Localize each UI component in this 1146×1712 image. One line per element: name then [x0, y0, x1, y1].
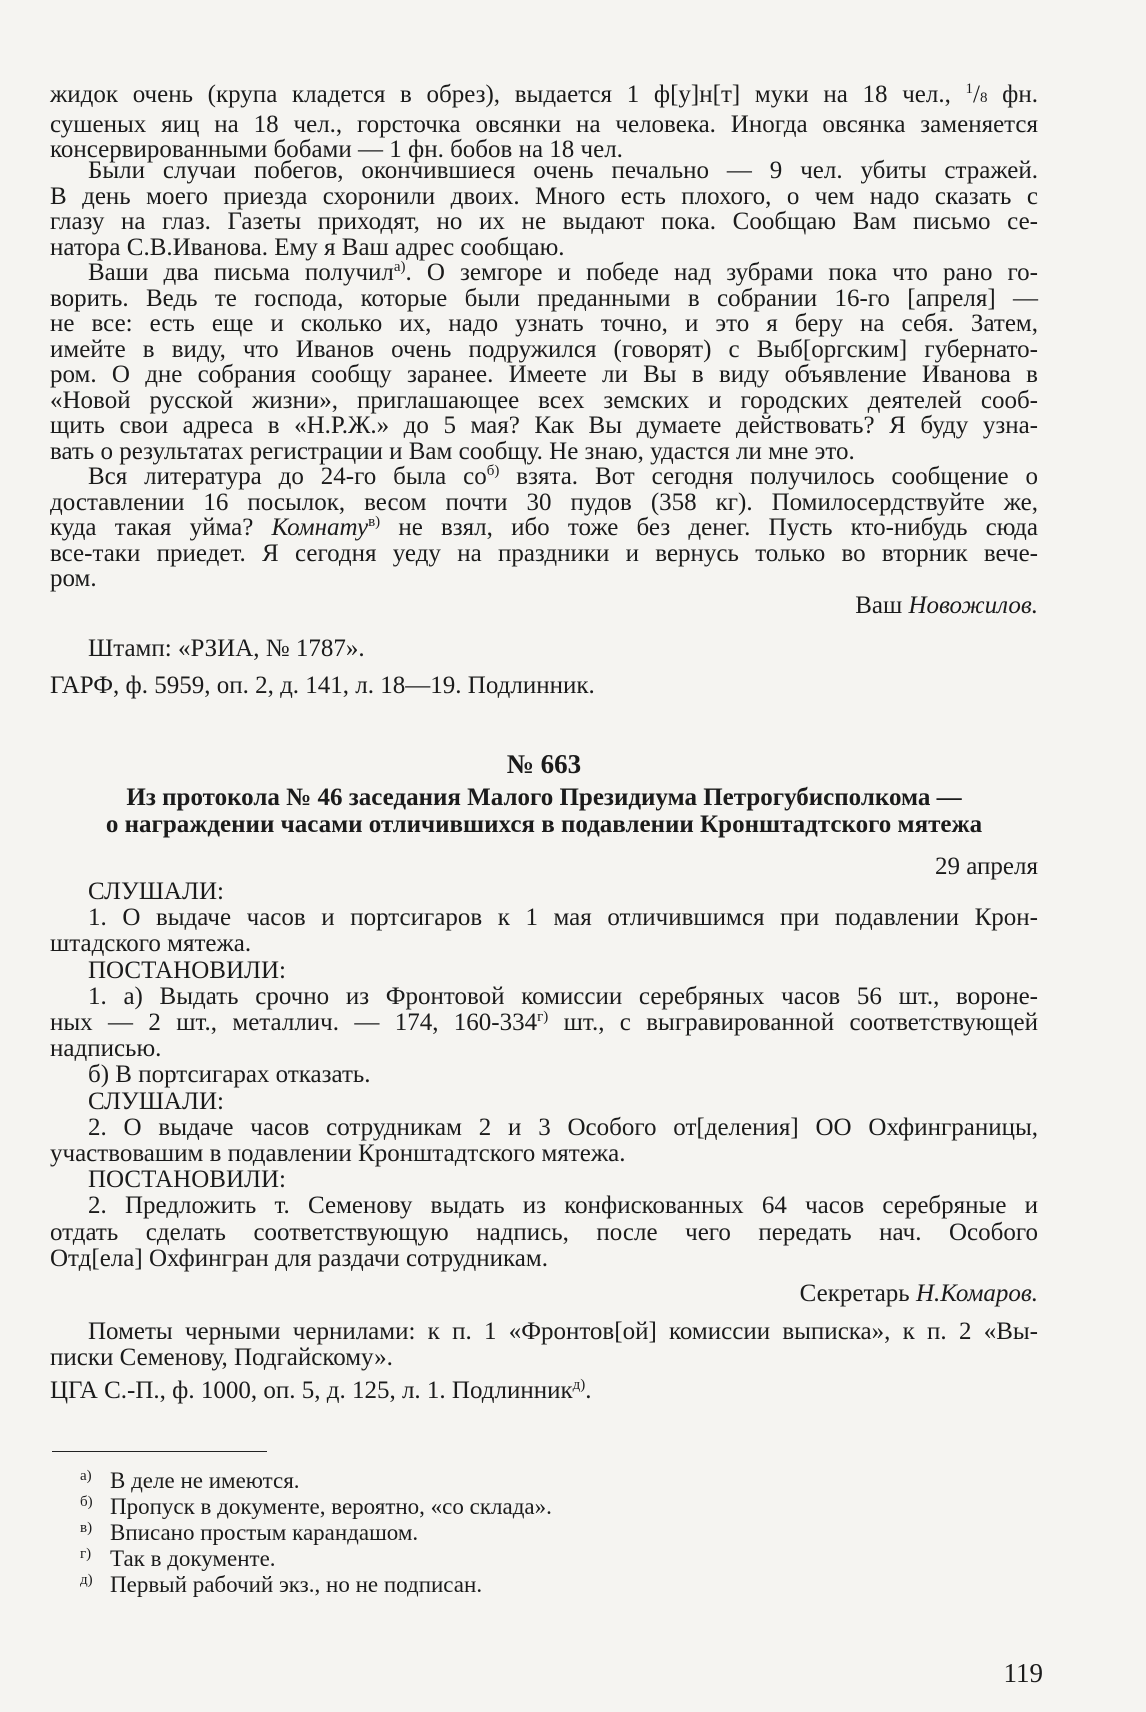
- footnote-reference: б): [486, 463, 500, 479]
- text-segment: ных — 2 шт., металлич. — 174, 160-334: [50, 1009, 538, 1037]
- protocol-heard: [50, 879, 1038, 905]
- document-date: 29 апреля: [935, 853, 1038, 880]
- text-line: глазу на глаз. Газеты приходят, но их не выдают пока. Сообщаю Вам письмо се-: [50, 208, 1038, 235]
- text-segment: /: [973, 81, 980, 108]
- protocol-item: [50, 984, 1038, 1063]
- footnotes: [80, 1468, 552, 1598]
- text-line: вать о результатах регистрации и Вам сообщу. Не знаю, удастся ли мне это.: [50, 437, 855, 465]
- text-line: ПОСТАНОВИЛИ:: [88, 1166, 286, 1194]
- text-line: надписью.: [50, 1035, 162, 1063]
- text-line: [50, 82, 1038, 112]
- text-line: имейте в виду, что Иванов очень подружился (говорят) с Выб[оргским] губернато-: [50, 335, 1038, 363]
- text-line: Пометы черными чернилами: к п. 1 «Фронтов[ой] комиссии выписка», к п. 2 «Вы-: [88, 1318, 1038, 1345]
- text-line: СЛУШАЛИ:: [88, 1087, 224, 1115]
- text-line: «Новой русской жизни», приглашающее всех земских и городских деятелей сооб-: [50, 386, 1038, 414]
- text-line: 1. а) Выдать срочно из Фронтовой комиссии серебряных часов 56 шт., вороне-: [88, 982, 1038, 1010]
- protocol-item: [50, 1062, 1038, 1088]
- signature-name: Новожилов.: [908, 592, 1038, 619]
- fraction-denominator: 8: [980, 90, 988, 106]
- secretary-signature: [50, 1280, 1038, 1308]
- text-line: штадского мятежа.: [50, 930, 252, 958]
- text-line: сушеных яиц на 18 чел., горсточка овсянки на человека. Иногда овсянка заменяется: [50, 110, 1038, 138]
- protocol-resolved: [50, 958, 1038, 984]
- footnote-reference: д): [572, 1377, 586, 1393]
- text-line: [50, 1010, 1038, 1036]
- text-segment: ЦГА С.-П., ф. 1000, оп. 5, д. 125, л. 1. Подлинник: [50, 1377, 573, 1404]
- text-segment: .: [585, 1377, 592, 1404]
- signature-name: Н.Комаров.: [915, 1280, 1038, 1307]
- footnote: а) В деле не имеются.: [80, 1468, 300, 1493]
- text-line: Были случаи побегов, окончившиеся очень печально — 9 чел. убиты стражей.: [88, 157, 1038, 184]
- stamp-note: Штамп: «РЗИА, № 1787».: [88, 635, 365, 662]
- letter-paragraph-continuation: [50, 82, 1038, 163]
- text-segment: фн.: [987, 81, 1039, 108]
- document-title: [50, 784, 1038, 838]
- text-line: щить свои адреса в «Н.Р.Ж.» до 5 мая? Как Вы думаете действовать? Я буду узна-: [50, 412, 1038, 439]
- footnote-divider: [52, 1451, 267, 1452]
- document-title-line: Из протокола № 46 заседания Малого Президиума Петрогубисполкома —: [126, 784, 962, 811]
- document-number: № 663: [506, 749, 582, 779]
- text-line: ворить. Ведь те господа, которые были преданными в собрании 16-го [апреля] —: [50, 284, 1038, 312]
- letter-paragraph: [50, 158, 1038, 260]
- italic-text: Комнату: [271, 514, 369, 541]
- text-line: СЛУШАЛИ:: [88, 878, 224, 905]
- text-line: [50, 1378, 1038, 1404]
- text-line: В день моего приезда схоронили двоих. Много есть плохого, о чем надо сказать с: [50, 182, 1038, 210]
- letter-paragraph: [50, 464, 1038, 592]
- protocol-resolved: [50, 1167, 1038, 1193]
- text-segment: . О земгоре и победе над зубрами пока что рано го-: [405, 259, 1038, 286]
- footnote-reference: а): [393, 259, 406, 275]
- text-segment: Вся литература до 24-го была со: [88, 463, 487, 490]
- footnote-reference: 1: [965, 81, 974, 97]
- text-line: 2. Предложить т. Семенову выдать из конфискованных 64 часов серебряные и: [88, 1192, 1038, 1220]
- text-line: не все: есть еще и сколько их, надо узнать точно, и это я беру на себя. Затем,: [50, 310, 1038, 337]
- text-segment: жидок очень (крупа кладется в обрез), выдается 1 ф[у]н[т] муки на 18 чел.,: [50, 81, 966, 108]
- text-line: все-таки приедет. Я сегодня уеду на праздники и вернусь только во вторник вече-: [50, 539, 1038, 567]
- text-line: писки Семенову, Подгайскому».: [50, 1344, 393, 1371]
- protocol-item: [50, 1115, 1038, 1167]
- text-segment: куда такая уйма?: [50, 514, 272, 541]
- text-line: Отд[ела] Охфингран для раздачи сотрудникам.: [50, 1244, 548, 1272]
- text-line: доставлении 16 посылок, весом почти 30 пудов (358 кг). Помилосердствуйте же,: [50, 488, 1038, 516]
- text-line: [50, 260, 1038, 286]
- text-line: 2. О выдаче часов сотрудникам 2 и 3 Особого от[деления] ОО Охфинграницы,: [88, 1113, 1038, 1141]
- footnote: в) Вписано простым карандашом.: [80, 1520, 419, 1545]
- text-line: отдать сделать соответствующую надпись, после чего передать нач. Особого: [50, 1218, 1038, 1246]
- protocol-item: [50, 1193, 1038, 1272]
- text-line: 1. О выдаче часов и портсигаров к 1 мая отличившимся при подавлении Крон-: [88, 904, 1038, 932]
- footnote-text: Вписано простым карандашом.: [110, 1520, 419, 1545]
- protocol-heard: [50, 1089, 1038, 1115]
- text-line: ром.: [50, 565, 97, 592]
- protocol-body: [50, 879, 1038, 1272]
- archive-reference: ГАРФ, ф. 5959, оп. 2, д. 141, л. 18—19. Подлинник.: [50, 672, 595, 699]
- text-line: консервированными бобами — 1 фн. бобов на 18 чел.: [50, 136, 623, 163]
- text-line: натора С.В.Иванова. Ему я Ваш адрес сообщаю.: [50, 233, 565, 261]
- footnote-reference: г): [537, 1009, 549, 1026]
- text-line: [50, 464, 1038, 490]
- letter-paragraph: [50, 260, 1038, 464]
- text-line: ПОСТАНОВИЛИ:: [88, 956, 286, 984]
- text-line: б) В портсигарах отказать.: [88, 1061, 371, 1089]
- document-title-line: о награждении часами отличившихся в подавлении Кронштадтского мятежа: [105, 811, 983, 838]
- letter-signature: [50, 592, 1038, 620]
- footnote-text: Пропуск в документе, вероятно, «со склада».: [110, 1494, 552, 1519]
- text-line: участвовашим в подавлении Кронштадтского мятежа.: [50, 1140, 626, 1168]
- text-segment: взята. Вот сегодня получилось сообщение о: [499, 463, 1038, 490]
- page-number: 119: [1003, 1658, 1043, 1688]
- ink-notes: [50, 1319, 1038, 1371]
- text-line: [50, 515, 1038, 541]
- signature-prefix: Секретарь: [799, 1280, 916, 1307]
- text-segment: шт., с выгравированной соответствующей: [548, 1009, 1038, 1037]
- footnote: г) Так в документе.: [80, 1546, 276, 1571]
- footnote: б) Пропуск в документе, вероятно, «со склада».: [80, 1494, 552, 1519]
- text-segment: не взял, ибо тоже без денег. Пусть кто-нибудь сюда: [380, 514, 1038, 541]
- text-segment: Ваши два письма получил: [88, 259, 394, 286]
- protocol-item: [50, 905, 1038, 957]
- signature-prefix: Ваш: [855, 592, 909, 619]
- footnote-text: Первый рабочий экз., но не подписан.: [110, 1572, 483, 1597]
- footnote-text: В деле не имеются.: [110, 1468, 300, 1493]
- footnote-text: Так в документе.: [110, 1546, 276, 1571]
- footnote-reference: в): [368, 514, 381, 530]
- footnote: д) Первый рабочий экз., но не подписан.: [80, 1572, 483, 1597]
- archive-reference: [50, 1378, 1038, 1404]
- text-line: ром. О дне собрания сообщу заранее. Имеете ли Вы в виду объявление Иванова в: [50, 361, 1038, 388]
